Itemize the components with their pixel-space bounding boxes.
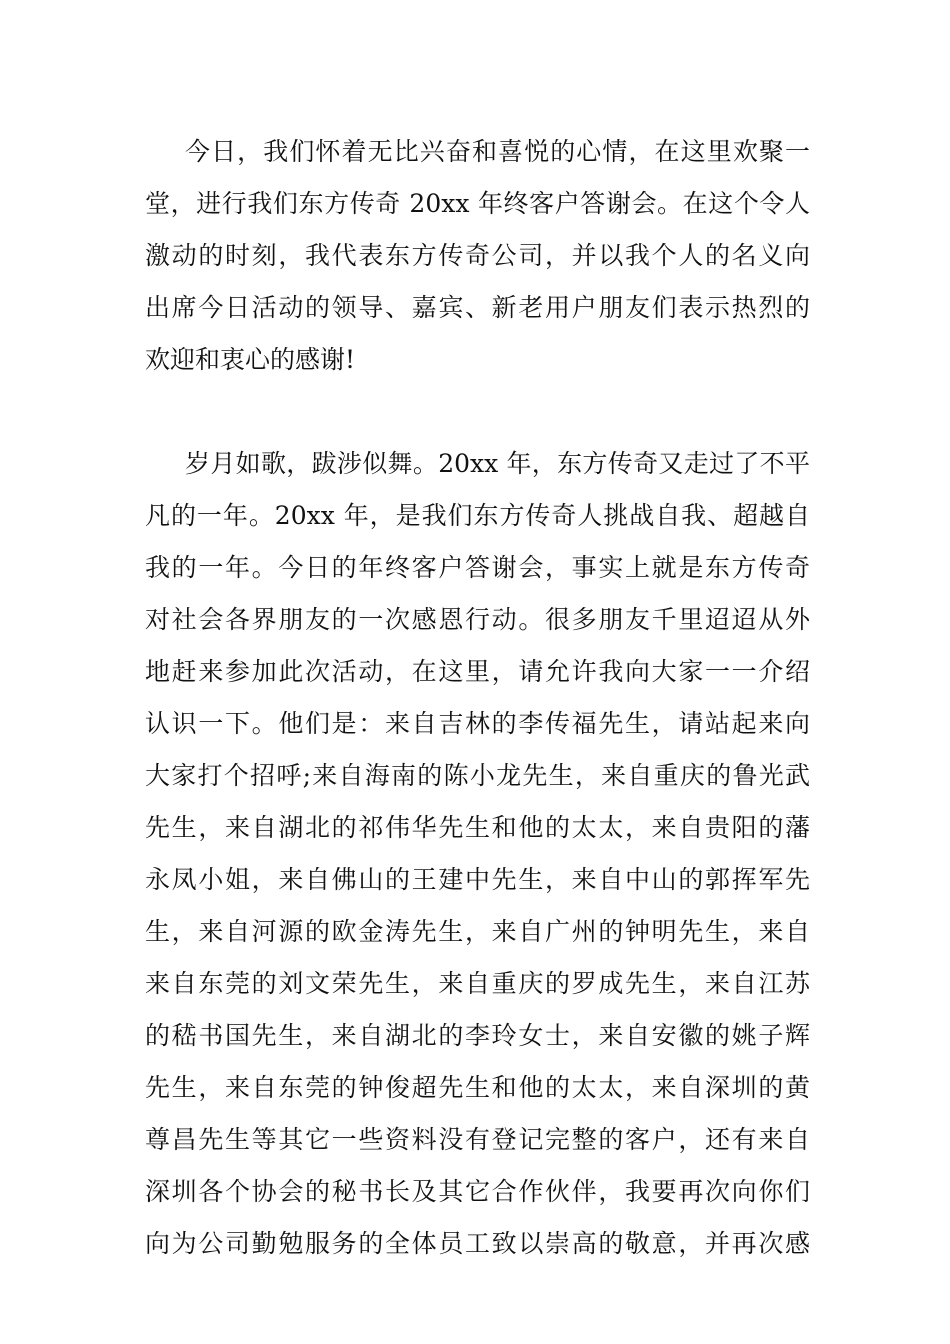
paragraph-line: 永凤小姐，来自佛山的王建中先生，来自中山的郭挥军先: [145, 865, 810, 894]
paragraph-line: 认识一下。他们是：来自吉林的李传福先生，请站起来向: [145, 709, 810, 738]
paragraph-line: 出席今日活动的领导、嘉宾、新老用户朋友们表示热烈的: [145, 293, 810, 322]
paragraph-line: 大家打个招呼;来自海南的陈小龙先生，来自重庆的鲁光武: [145, 761, 810, 790]
paragraph-line: 堂，进行我们东方传奇 20xx 年终客户答谢会。在这个令人: [145, 189, 810, 218]
paragraph-line: 激动的时刻，我代表东方传奇公司，并以我个人的名义向: [145, 241, 810, 270]
paragraph-line: 来自东莞的刘文荣先生，来自重庆的罗成先生，来自江苏: [145, 969, 810, 998]
paragraph-line: 深圳各个协会的秘书长及其它合作伙伴，我要再次向你们: [145, 1177, 810, 1206]
paragraph-line: 的嵇书国先生，来自湖北的李玲女士，来自安徽的姚子辉: [145, 1021, 810, 1050]
paragraph-line: 我的一年。今日的年终客户答谢会，事实上就是东方传奇: [145, 553, 810, 582]
paragraph-line: 欢迎和衷心的感谢!: [145, 345, 356, 374]
paragraph-line: 岁月如歌，跋涉似舞。20xx 年，东方传奇又走过了不平: [185, 449, 810, 478]
paragraph-line: 尊昌先生等其它一些资料没有登记完整的客户，还有来自: [145, 1125, 810, 1154]
paragraph-line: 凡的一年。20xx 年，是我们东方传奇人挑战自我、超越自: [145, 501, 810, 530]
paragraph-line: 向为公司勤勉服务的全体员工致以崇高的敬意，并再次感: [145, 1229, 810, 1258]
paragraph-line: 对社会各界朋友的一次感恩行动。很多朋友千里迢迢从外: [145, 605, 810, 634]
paragraph-line: 先生，来自东莞的钟俊超先生和他的太太，来自深圳的黄: [145, 1073, 810, 1102]
paragraph-line: 生，来自河源的欧金涛先生，来自广州的钟明先生，来自: [145, 917, 810, 946]
paragraph-line: 先生，来自湖北的祁伟华先生和他的太太，来自贵阳的藩: [145, 813, 810, 842]
paragraph-line: 今日，我们怀着无比兴奋和喜悦的心情，在这里欢聚一: [185, 137, 810, 166]
paragraph-line: 地赶来参加此次活动，在这里，请允许我向大家一一介绍: [145, 657, 810, 686]
